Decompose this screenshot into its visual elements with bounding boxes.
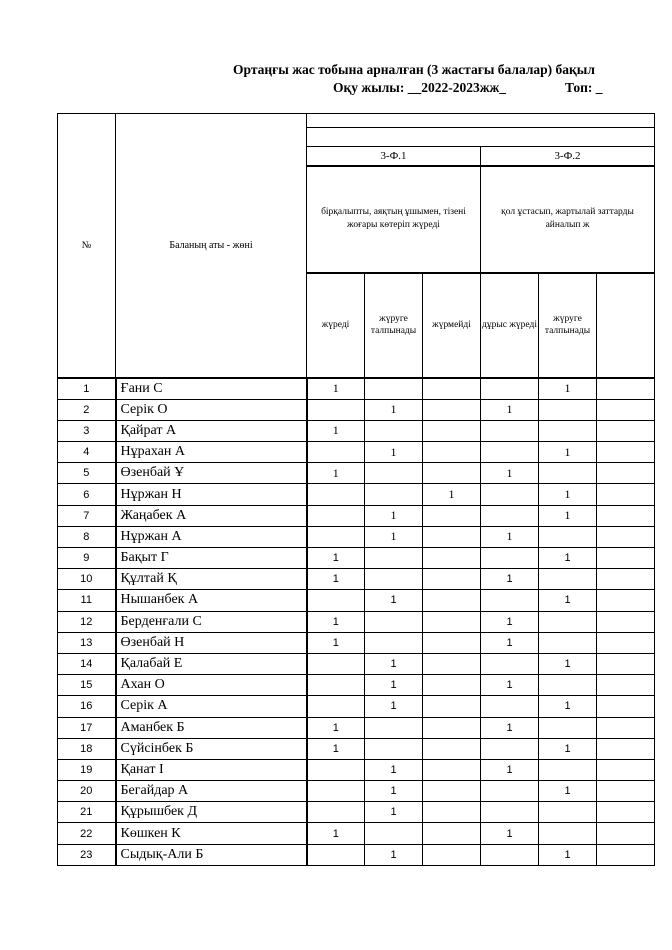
row-number-cell: 14	[58, 653, 116, 674]
level-mark-cell	[423, 653, 481, 674]
table-row	[58, 505, 655, 526]
row-number-cell: 2	[58, 399, 116, 420]
level-mark-cell	[423, 378, 481, 400]
child-name-cell: Серік О	[116, 399, 307, 420]
level-mark-cell	[365, 632, 423, 653]
level-mark-cell: 1	[365, 442, 423, 463]
header-blank-1	[307, 114, 655, 128]
level-mark-cell: 1	[539, 844, 597, 865]
level-mark-cell: 1	[307, 738, 365, 759]
level-mark-cell	[307, 442, 365, 463]
level-mark-cell	[365, 484, 423, 505]
row-number-cell: 9	[58, 548, 116, 569]
level-mark-cell: 1	[423, 484, 481, 505]
table-row	[58, 526, 655, 547]
row-number-cell: 6	[58, 484, 116, 505]
child-name-cell: Өзенбай Н	[116, 632, 307, 653]
row-number-cell: 11	[58, 590, 116, 611]
level-mark-cell	[481, 781, 539, 802]
level-label-2-3	[597, 273, 655, 378]
table-row	[58, 696, 655, 717]
table-row	[58, 569, 655, 590]
level-mark-cell: 1	[539, 653, 597, 674]
page-title: Ортаңғы жас тобына арналған (3 жастағы балалар) бақыл	[233, 62, 595, 77]
level-mark-cell	[423, 399, 481, 420]
level-mark-cell	[597, 802, 655, 823]
level-mark-cell: 1	[365, 590, 423, 611]
row-number-cell: 17	[58, 717, 116, 738]
level-mark-cell: 1	[481, 611, 539, 632]
level-mark-cell: 1	[539, 696, 597, 717]
level-mark-cell	[539, 420, 597, 441]
level-mark-cell	[423, 420, 481, 441]
level-mark-cell: 1	[307, 548, 365, 569]
table-row	[58, 802, 655, 823]
child-name-cell: Қалабай Е	[116, 653, 307, 674]
row-number-cell: 1	[58, 378, 116, 400]
header-child-name: Баланың аты - жөні	[116, 114, 307, 378]
child-name-cell: Аманбек Б	[116, 717, 307, 738]
child-name-cell: Берденғали С	[116, 611, 307, 632]
row-number-cell: 3	[58, 420, 116, 441]
level-mark-cell	[481, 548, 539, 569]
child-name-cell: Серік А	[116, 696, 307, 717]
level-mark-cell: 1	[307, 420, 365, 441]
level-mark-cell	[481, 844, 539, 865]
level-mark-cell	[539, 463, 597, 484]
child-name-cell: Сүйсінбек Б	[116, 738, 307, 759]
level-mark-cell: 1	[539, 548, 597, 569]
row-number-cell: 20	[58, 781, 116, 802]
level-mark-cell: 1	[539, 484, 597, 505]
row-number-cell: 5	[58, 463, 116, 484]
level-mark-cell	[597, 378, 655, 400]
row-number-cell: 19	[58, 759, 116, 780]
level-mark-cell: 1	[539, 781, 597, 802]
level-mark-cell	[481, 505, 539, 526]
level-mark-cell: 1	[481, 717, 539, 738]
table-row	[58, 548, 655, 569]
level-mark-cell	[597, 738, 655, 759]
child-name-cell: Нұржан А	[116, 526, 307, 547]
level-mark-cell	[423, 505, 481, 526]
level-mark-cell	[597, 653, 655, 674]
group-label: Топ: _	[565, 80, 603, 95]
row-number-cell: 4	[58, 442, 116, 463]
table-row	[58, 844, 655, 865]
level-mark-cell	[365, 717, 423, 738]
level-mark-cell	[597, 505, 655, 526]
table-row	[58, 759, 655, 780]
table-row	[58, 632, 655, 653]
level-mark-cell	[307, 526, 365, 547]
level-mark-cell	[597, 611, 655, 632]
level-mark-cell	[597, 526, 655, 547]
level-mark-cell	[539, 759, 597, 780]
level-mark-cell: 1	[539, 738, 597, 759]
header-number: №	[58, 114, 116, 378]
row-number-cell: 10	[58, 569, 116, 590]
level-label-1-3: жүрмейді	[423, 273, 481, 378]
level-mark-cell	[423, 717, 481, 738]
level-mark-cell: 1	[307, 611, 365, 632]
level-mark-cell	[539, 802, 597, 823]
level-mark-cell	[481, 696, 539, 717]
level-mark-cell: 1	[539, 378, 597, 400]
level-mark-cell	[539, 569, 597, 590]
child-name-cell: Нұрахан А	[116, 442, 307, 463]
level-mark-cell	[597, 844, 655, 865]
level-mark-cell: 1	[365, 696, 423, 717]
level-mark-cell	[597, 463, 655, 484]
table-row	[58, 717, 655, 738]
level-mark-cell	[597, 759, 655, 780]
level-mark-cell	[597, 484, 655, 505]
level-mark-cell	[539, 717, 597, 738]
level-mark-cell	[481, 738, 539, 759]
level-mark-cell: 1	[481, 526, 539, 547]
level-mark-cell	[597, 420, 655, 441]
level-mark-cell	[365, 463, 423, 484]
table-row	[58, 653, 655, 674]
level-mark-cell: 1	[481, 675, 539, 696]
child-name-cell: Жаңабек А	[116, 505, 307, 526]
level-mark-cell: 1	[307, 463, 365, 484]
row-number-cell: 16	[58, 696, 116, 717]
level-mark-cell: 1	[365, 759, 423, 780]
academic-year-label: Оқу жылы: __2022-2023жж_	[333, 80, 507, 95]
child-name-cell: Құлтай Қ	[116, 569, 307, 590]
child-name-cell: Қайрат А	[116, 420, 307, 441]
group-code-2: 3-Ф.2	[481, 147, 655, 166]
child-name-cell: Нұржан Н	[116, 484, 307, 505]
table-row	[58, 420, 655, 441]
level-mark-cell	[307, 781, 365, 802]
level-mark-cell: 1	[365, 675, 423, 696]
level-mark-cell	[423, 823, 481, 844]
table-row	[58, 823, 655, 844]
level-mark-cell	[481, 420, 539, 441]
child-name-cell: Сыдық-Али Б	[116, 844, 307, 865]
level-mark-cell	[307, 759, 365, 780]
table-row	[58, 781, 655, 802]
level-mark-cell: 1	[307, 717, 365, 738]
level-mark-cell	[597, 823, 655, 844]
level-mark-cell: 1	[307, 569, 365, 590]
level-mark-cell	[539, 526, 597, 547]
level-mark-cell	[307, 675, 365, 696]
group-code-1: 3-Ф.1	[307, 147, 481, 166]
level-mark-cell: 1	[481, 463, 539, 484]
level-mark-cell	[597, 569, 655, 590]
level-mark-cell	[597, 696, 655, 717]
level-mark-cell: 1	[365, 526, 423, 547]
level-mark-cell: 1	[365, 505, 423, 526]
level-mark-cell	[423, 463, 481, 484]
level-mark-cell	[307, 844, 365, 865]
level-mark-cell	[423, 781, 481, 802]
row-number-cell: 23	[58, 844, 116, 865]
subtitle-line	[333, 80, 603, 96]
level-mark-cell	[423, 548, 481, 569]
level-mark-cell: 1	[481, 632, 539, 653]
table-row	[58, 484, 655, 505]
level-mark-cell: 1	[365, 844, 423, 865]
level-mark-cell	[307, 696, 365, 717]
child-name-cell: Қанат І	[116, 759, 307, 780]
table-row	[58, 442, 655, 463]
level-mark-cell	[423, 738, 481, 759]
level-mark-cell	[597, 632, 655, 653]
level-mark-cell	[365, 738, 423, 759]
child-name-cell: Нышанбек А	[116, 590, 307, 611]
level-label-1-1: жүреді	[307, 273, 365, 378]
table-row	[58, 611, 655, 632]
level-mark-cell	[307, 802, 365, 823]
level-mark-cell	[597, 590, 655, 611]
child-name-cell: Ахан О	[116, 675, 307, 696]
table-row	[58, 675, 655, 696]
row-number-cell: 8	[58, 526, 116, 547]
table-body	[58, 378, 655, 866]
row-number-cell: 13	[58, 632, 116, 653]
level-mark-cell	[307, 653, 365, 674]
level-mark-cell: 1	[481, 569, 539, 590]
level-mark-cell	[481, 802, 539, 823]
assessment-table	[57, 113, 655, 866]
level-mark-cell	[307, 484, 365, 505]
level-mark-cell	[597, 442, 655, 463]
row-number-cell: 21	[58, 802, 116, 823]
level-mark-cell	[539, 823, 597, 844]
level-mark-cell	[423, 526, 481, 547]
table-row	[58, 463, 655, 484]
table-header	[58, 114, 655, 378]
level-mark-cell	[307, 590, 365, 611]
level-label-2-1: дұрыс жүреді	[481, 273, 539, 378]
level-mark-cell	[597, 548, 655, 569]
row-number-cell: 18	[58, 738, 116, 759]
table-row	[58, 738, 655, 759]
level-mark-cell	[597, 781, 655, 802]
level-mark-cell: 1	[365, 399, 423, 420]
level-mark-cell	[365, 823, 423, 844]
level-mark-cell: 1	[539, 590, 597, 611]
level-mark-cell	[365, 611, 423, 632]
level-mark-cell: 1	[365, 802, 423, 823]
level-mark-cell	[365, 569, 423, 590]
child-name-cell: Ғани С	[116, 378, 307, 400]
level-mark-cell	[365, 378, 423, 400]
table-row	[58, 378, 655, 400]
table-row	[58, 590, 655, 611]
level-mark-cell: 1	[539, 442, 597, 463]
child-name-cell: Құрышбек Д	[116, 802, 307, 823]
level-mark-cell	[481, 653, 539, 674]
row-number-cell: 22	[58, 823, 116, 844]
level-mark-cell	[307, 399, 365, 420]
level-label-2-2: жүруге талпынады	[539, 273, 597, 378]
child-name-cell: Бегайдар А	[116, 781, 307, 802]
level-mark-cell	[597, 399, 655, 420]
level-mark-cell	[423, 611, 481, 632]
level-mark-cell	[597, 717, 655, 738]
level-mark-cell	[539, 399, 597, 420]
group-description-1: бірқалыпты, аяқтың ұшымен, тізені жоғары көтеріп жүреді	[307, 166, 481, 273]
row-number-cell: 12	[58, 611, 116, 632]
level-mark-cell	[539, 675, 597, 696]
level-mark-cell	[365, 548, 423, 569]
level-mark-cell	[423, 632, 481, 653]
level-mark-cell	[481, 378, 539, 400]
level-mark-cell: 1	[481, 399, 539, 420]
level-mark-cell	[423, 675, 481, 696]
level-mark-cell: 1	[307, 378, 365, 400]
level-mark-cell: 1	[481, 759, 539, 780]
level-mark-cell	[365, 420, 423, 441]
level-mark-cell	[597, 675, 655, 696]
level-mark-cell	[423, 759, 481, 780]
child-name-cell: Өзенбай Ұ	[116, 463, 307, 484]
level-mark-cell	[307, 505, 365, 526]
row-number-cell: 7	[58, 505, 116, 526]
group-description-2: қол ұстасып, жартылай заттарды айналып ж	[481, 166, 655, 273]
level-label-1-2: жүруге талпынады	[365, 273, 423, 378]
level-mark-cell	[423, 696, 481, 717]
level-mark-cell: 1	[307, 823, 365, 844]
level-mark-cell	[481, 442, 539, 463]
level-mark-cell	[423, 442, 481, 463]
child-name-cell: Көшкен К	[116, 823, 307, 844]
level-mark-cell	[481, 484, 539, 505]
level-mark-cell	[423, 802, 481, 823]
level-mark-cell: 1	[365, 781, 423, 802]
level-mark-cell	[481, 590, 539, 611]
table-row	[58, 399, 655, 420]
row-number-cell: 15	[58, 675, 116, 696]
level-mark-cell	[423, 590, 481, 611]
level-mark-cell: 1	[365, 653, 423, 674]
level-mark-cell	[423, 844, 481, 865]
level-mark-cell: 1	[481, 823, 539, 844]
level-mark-cell	[539, 611, 597, 632]
child-name-cell: Бақыт Г	[116, 548, 307, 569]
level-mark-cell	[423, 569, 481, 590]
level-mark-cell: 1	[539, 505, 597, 526]
header-blank-2	[307, 128, 655, 147]
level-mark-cell	[539, 632, 597, 653]
level-mark-cell: 1	[307, 632, 365, 653]
